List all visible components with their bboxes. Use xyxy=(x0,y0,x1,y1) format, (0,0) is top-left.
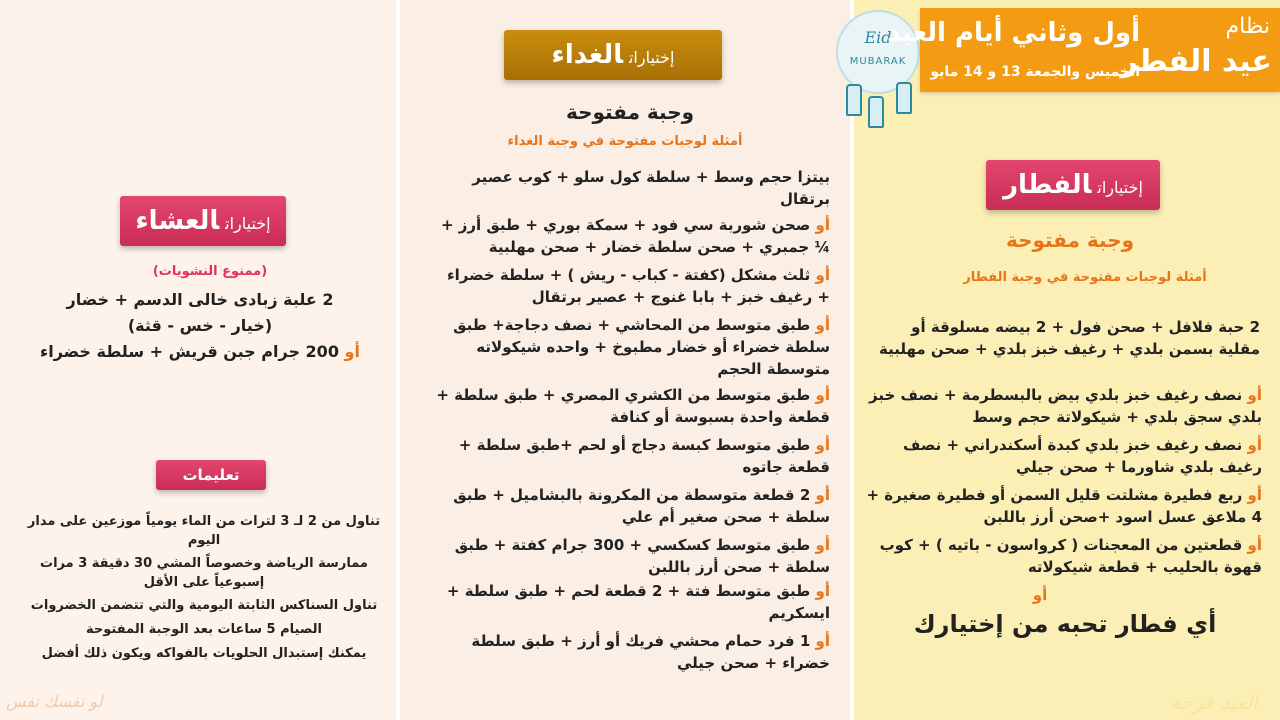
lantern-icon xyxy=(868,96,884,128)
or-label: أو xyxy=(1032,586,1048,604)
breakfast-heading: وجبة مفتوحة xyxy=(1005,228,1135,252)
lunch-item: بيتزا حجم وسط + سلطة كول سلو + كوب عصير برتقال xyxy=(472,168,830,208)
lunch-item xyxy=(430,384,830,428)
lunch-item xyxy=(430,534,830,578)
breakfast-item xyxy=(866,384,1262,428)
instruction-item: تناول السناكس الثابتة اليومية والتي تتضمن الخضروات xyxy=(30,598,378,613)
dinner-item xyxy=(20,342,380,361)
or-label: أو xyxy=(815,266,830,284)
lunch-item xyxy=(430,214,830,258)
lunch-item-text: طبق متوسط كسكسي + 300 جرام كفتة + طبق سلطة + صحن أرز باللبن xyxy=(454,536,830,576)
lunch-item-text: طبق متوسط فتة + 2 قطعة لحم + طبق سلطة + ايسكريم xyxy=(446,582,830,622)
watermark-left: لو نفسك تفس xyxy=(6,692,103,711)
lunch-item xyxy=(430,264,830,308)
plaque-big-label: الغداء xyxy=(551,40,623,70)
lunch-item-text: صحن شوربة سي فود + سمكة بوري + طبق أرز + ¼ جمبري + صحن سلطة خضار + صحن مهلبية xyxy=(440,216,830,256)
or-label: أو xyxy=(815,486,830,504)
lantern-icon xyxy=(896,82,912,114)
lantern-icon xyxy=(846,84,862,116)
eid-badge-top-text: Eid xyxy=(864,28,892,47)
or-label: أو xyxy=(815,386,830,404)
breakfast-title-plaque xyxy=(986,160,1160,210)
lunch-item-text: طبق متوسط كبسة دجاج أو لحم +طبق سلطة + قطعة جاتوه xyxy=(458,436,830,476)
instruction-item: يمكنك إستبدال الحلويات بالفواكه ويكون ذلك أفضل xyxy=(41,646,367,661)
dinner-item-text: 200 جرام جبن قريش + سلطة خضراء xyxy=(40,342,339,361)
instruction-item: تناول من 2 لـ 3 لترات من الماء يومياً موزعين على مدار اليوم xyxy=(27,514,381,548)
breakfast-subheading: أمثلة لوجبات مفتوحة في وجبة الفطار xyxy=(963,270,1207,285)
or-label: أو xyxy=(1247,486,1262,504)
instructions-title-plaque: تعليمات xyxy=(156,460,266,490)
header-fitr-title: عيد الفطر xyxy=(1120,44,1272,79)
eid-badge-bottom-text: MUBARAK xyxy=(849,56,907,67)
lunch-item xyxy=(430,484,830,528)
breakfast-item-text: قطعتين من المعجنات ( كرواسون - باتيه ) + كوب قهوة بالحليب + قطعة شيكولاته xyxy=(879,536,1262,576)
column-divider xyxy=(396,0,400,720)
plaque-big-label: الفطار xyxy=(1003,170,1092,200)
dinner-item: 2 علبة زبادى خالى الدسم + خضار xyxy=(66,290,334,309)
plaque-small-label: إختيارات xyxy=(225,214,271,233)
breakfast-item-text: نصف رغيف خبز بلدي كبدة أسكندراني + نصف رغيف بلدي شاورما + صحن جيلي xyxy=(902,436,1262,476)
or-label: أو xyxy=(1247,436,1262,454)
or-label: أو xyxy=(1247,536,1262,554)
dinner-note: (ممنوع النشويات) xyxy=(152,264,268,279)
or-label: أو xyxy=(815,316,830,334)
header-system-label: نظام xyxy=(1225,14,1270,39)
lunch-subheading: أمثلة لوجبات مفتوحة في وجبة الغداء xyxy=(507,134,743,149)
lunch-item xyxy=(430,580,830,624)
watermark-right: العيد فرحة xyxy=(1170,690,1258,714)
lunch-item xyxy=(430,314,830,380)
instruction-item: الصيام 5 ساعات بعد الوجبة المفتوحة xyxy=(86,622,322,637)
breakfast-item: 2 حبة فلافل + صحن فول + 2 بيضه مسلوقة أو مقلية بسمن بلدي + رغيف خبز بلدي + صحن مهلبية xyxy=(879,318,1260,358)
lunch-item-text: طبق متوسط من المحاشي + نصف دجاجة+ طبق سلطة خضراء أو خضار مطبوخ + واحده شيكولاته متوسطة الحجم xyxy=(453,316,830,378)
dinner-title-plaque xyxy=(120,196,286,246)
header-date: الخميس والجمعة 13 و 14 مايو xyxy=(930,64,1140,80)
header-days-title: أول وثاني أيام العيد xyxy=(886,18,1140,48)
or-label: أو xyxy=(815,216,830,234)
breakfast-or-separator xyxy=(1000,584,1080,606)
lunch-item-text: ثلث مشكل (كفتة - كباب - ريش ) + سلطة خضراء + رغيف خبز + بابا غنوج + عصير برتقال xyxy=(446,266,830,306)
lunch-heading: وجبة مفتوحة xyxy=(565,100,695,124)
or-label: أو xyxy=(815,436,830,454)
plaque-small-label: إختيارات xyxy=(1097,178,1143,197)
or-label: أو xyxy=(815,536,830,554)
or-label: أو xyxy=(815,632,830,650)
dinner-item: (خيار - خس - قثة) xyxy=(127,316,273,335)
or-label: أو xyxy=(1247,386,1262,404)
lunch-item-text: 1 فرد حمام محشي فريك أو أرز + طبق سلطة خضراء + صحن جيلي xyxy=(471,632,830,672)
plaque-big-label: العشاء xyxy=(135,206,220,236)
header-banner xyxy=(886,8,1280,92)
breakfast-closing-line: أي فطار تحبه من إختيارك xyxy=(913,610,1217,638)
lunch-item-text: طبق متوسط من الكشري المصري + طبق سلطة + قطعة واحدة بسبوسة أو كنافة xyxy=(436,386,830,426)
lunch-item xyxy=(430,630,830,674)
lunch-item-text: 2 قطعة متوسطة من المكرونة بالبشاميل + طبق سلطة + صحن صغير أم علي xyxy=(453,486,830,526)
or-label: أو xyxy=(815,582,830,600)
breakfast-item-text: ربع فطيرة مشلتت قليل السمن أو فطيرة صغيرة + 4 ملاعق عسل اسود +صحن أرز باللبن xyxy=(866,486,1262,526)
or-label: أو xyxy=(344,342,360,361)
breakfast-item-text: نصف رغيف خبز بلدي بيض بالبسطرمة + نصف خبز بلدي سجق بلدي + شيكولاتة حجم وسط xyxy=(869,386,1262,426)
lunch-item xyxy=(430,434,830,478)
instruction-item: ممارسة الرياضة وخصوصاً المشي 30 دقيقة 3 مرات إسبوعياً على الأقل xyxy=(40,556,368,590)
lunch-title-plaque xyxy=(504,30,722,80)
breakfast-item xyxy=(866,534,1262,578)
plaque-small-label: إختيارات xyxy=(628,48,675,67)
breakfast-item xyxy=(866,484,1262,528)
breakfast-item xyxy=(866,434,1262,478)
